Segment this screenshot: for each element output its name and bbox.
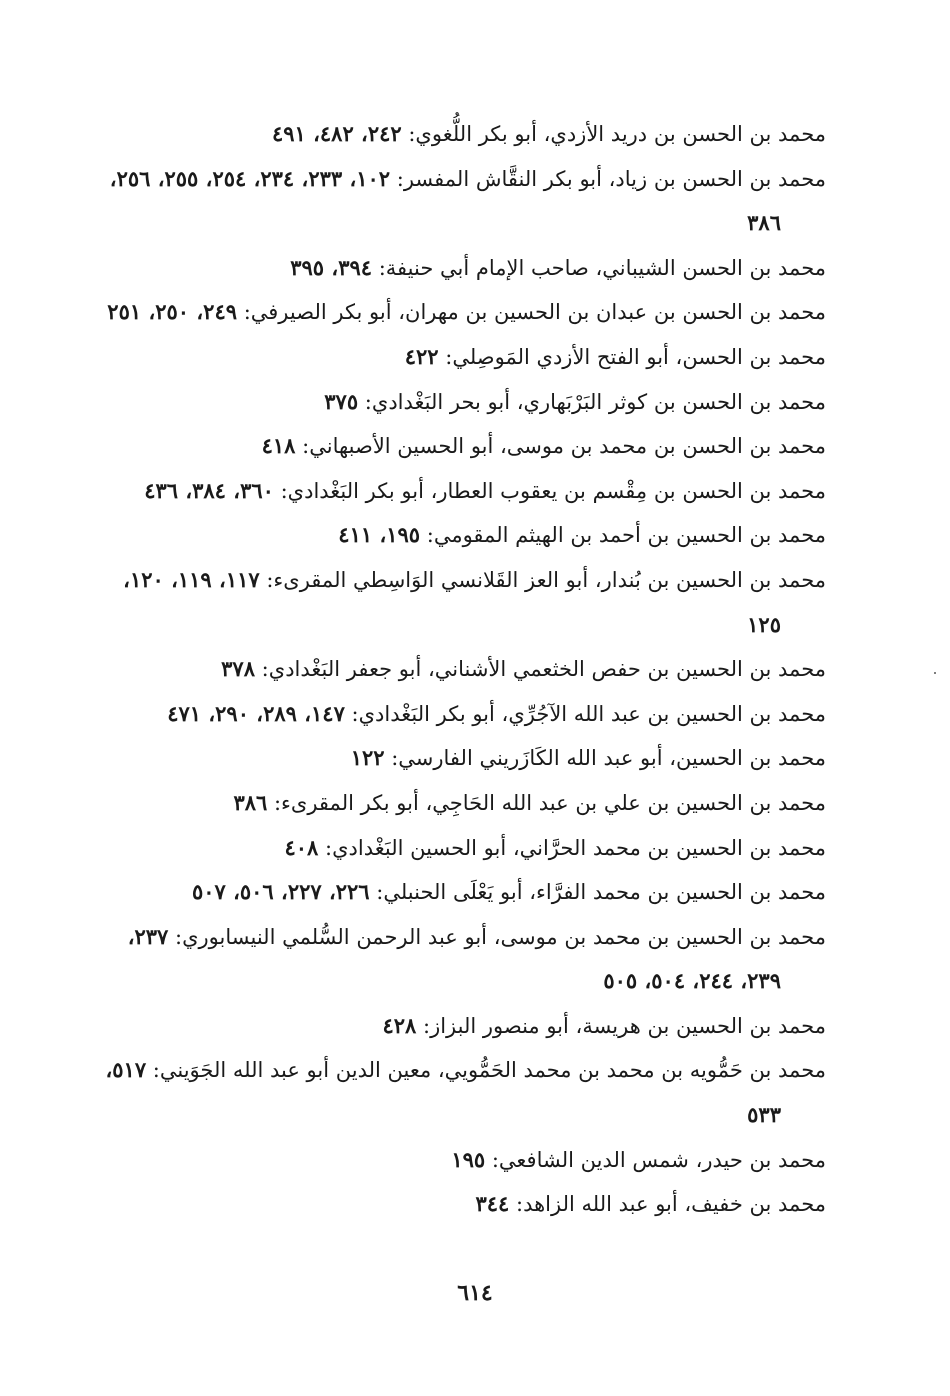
entry-pages: ٢٢٦، ٢٢٧، ٥٠٦، ٥٠٧ <box>191 879 370 905</box>
entry-name: محمد بن الحسن بن مِقْسم بن يعقوب العطار، أبو بكر البَغْدادي: <box>273 478 826 503</box>
index-entry <box>100 870 826 915</box>
index-entry <box>100 157 826 246</box>
entry-pages: ٤١٨ <box>261 433 296 459</box>
entry-pages: ٢٤٢، ٤٨٢، ٤٩١ <box>271 121 402 146</box>
index-entry <box>100 380 826 425</box>
entry-name: محمد بن الحسين، أبو عبد الله الكَازَريني الفارسي: <box>384 746 826 771</box>
index-entry <box>100 1004 826 1049</box>
entry-name: محمد بن الحسن الشيباني، صاحب الإمام أبي حنيفة: <box>372 255 826 280</box>
entry-pages: ٤٢٨ <box>382 1012 417 1038</box>
index-entry <box>100 692 826 737</box>
index-entry <box>100 1138 826 1183</box>
entry-pages: ٢٤٩، ٢٥٠، ٢٥١ <box>107 299 238 325</box>
entry-name: محمد بن الحسن بن عبدان بن الحسين بن مهران، أبو بكر الصيرفي: <box>237 300 826 325</box>
index-entry <box>100 424 826 469</box>
index-entry <box>100 647 826 692</box>
entry-pages: ١١٧، ١١٩، ١٢٠، ١٢٥ <box>123 566 781 637</box>
entry-name: محمد بن الحسين بن عبد الله الآجُرِّي، أبو بكر البَغْدادي: <box>344 701 826 726</box>
index-entry <box>100 781 826 826</box>
entry-name: محمد بن الحسين بن هريسة، أبو منصور البزاز: <box>416 1013 826 1038</box>
index-entry <box>100 335 826 380</box>
entry-pages: ٣٦٠، ٣٨٤، ٤٣٦ <box>144 477 274 503</box>
entry-name: محمد بن الحسين بن بُندار، أبو العز القَلانسي الوَاسِطي المقرىء: <box>259 567 826 592</box>
entry-name: محمد بن الحسين بن أحمد بن الهيثم المقومي: <box>420 523 826 548</box>
index-entry <box>100 1048 826 1137</box>
entry-pages: ٣٧٥ <box>324 388 359 414</box>
entry-name: محمد بن الحسين بن علي بن عبد الله الحَاجِي، أبو بكر المقرىء: <box>267 790 826 815</box>
index-entry <box>100 469 826 514</box>
entry-pages: ٤٠٨ <box>284 834 319 860</box>
entry-name: محمد بن الحسن، أبو الفتح الأزدي المَوصِلي: <box>438 344 826 369</box>
entry-pages: ٤٢٢ <box>404 343 439 369</box>
index-entry <box>100 736 826 781</box>
entry-name: محمد بن الحسن بن زياد، أبو بكر النقَّاش المفسر: <box>390 166 826 191</box>
index-entry <box>100 290 826 335</box>
entry-pages: ١٩٥، ٤١١ <box>338 522 421 548</box>
entry-name: محمد بن حَمُّويه بن محمد بن محمد الحَمُّويي، معين الدين أبو عبد الله الجَوَيني: <box>146 1058 826 1083</box>
entry-name: محمد بن الحسن بن كوثر البَرْبَهاري، أبو بحر البَغْدادي: <box>358 389 826 414</box>
index-entry <box>100 915 826 1004</box>
entry-pages: ٣٨٦ <box>233 789 268 815</box>
entry-pages: ١٠٢، ٢٣٣، ٢٣٤، ٢٥٤، ٢٥٥، ٢٥٦، ٣٨٦ <box>109 165 781 236</box>
entry-name: محمد بن خفيف، أبو عبد الله الزاهد: <box>509 1192 826 1217</box>
entry-pages: ٢٣٧، ٢٣٩، ٢٤٤، ٥٠٤، ٥٠٥ <box>127 923 781 994</box>
entry-pages: ٣٩٤، ٣٩٥ <box>290 254 373 280</box>
entry-name: محمد بن حيدر، شمس الدين الشافعي: <box>485 1147 826 1172</box>
index-entry <box>100 1182 826 1227</box>
index-entry <box>100 513 826 558</box>
entry-name: محمد بن الحسين بن محمد الفرَّاء، أبو يَعْلَى الحنبلي: <box>369 880 826 905</box>
entry-name: محمد بن الحسن بن محمد بن موسى، أبو الحسين الأصبهاني: <box>295 434 826 459</box>
page-number: ٦١٤ <box>457 1280 493 1306</box>
entry-pages: ١٩٥ <box>451 1146 486 1172</box>
entry-pages: ١٢٢ <box>350 745 385 771</box>
entry-name: محمد بن الحسين بن محمد بن موسى، أبو عبد الرحمن السُّلمي النيسابوري: <box>168 924 826 949</box>
index-list <box>100 112 826 1227</box>
entry-name: محمد بن الحسن بن دريد الأزدي، أبو بكر اللُّغوي: <box>401 122 826 146</box>
entry-pages: ٣٤٤ <box>475 1191 510 1217</box>
index-entry <box>100 246 826 291</box>
index-entry <box>100 558 826 647</box>
entry-pages: ٣٧٨ <box>221 656 255 682</box>
index-entry <box>100 826 826 871</box>
entry-pages: ١٤٧، ٢٨٩، ٢٩٠، ٤٧١ <box>167 700 345 726</box>
entry-pages: ٥١٧، ٥٣٣ <box>105 1057 781 1128</box>
index-entry <box>100 112 826 157</box>
entry-name: محمد بن الحسين بن محمد الحرَّاني، أبو الحسين البَغْدادي: <box>318 835 826 860</box>
entry-name: محمد بن الحسين بن حفص الخثعمي الأشناني، أبو جعفر البَغْدادي: <box>255 657 826 682</box>
margin-speck <box>934 672 936 674</box>
